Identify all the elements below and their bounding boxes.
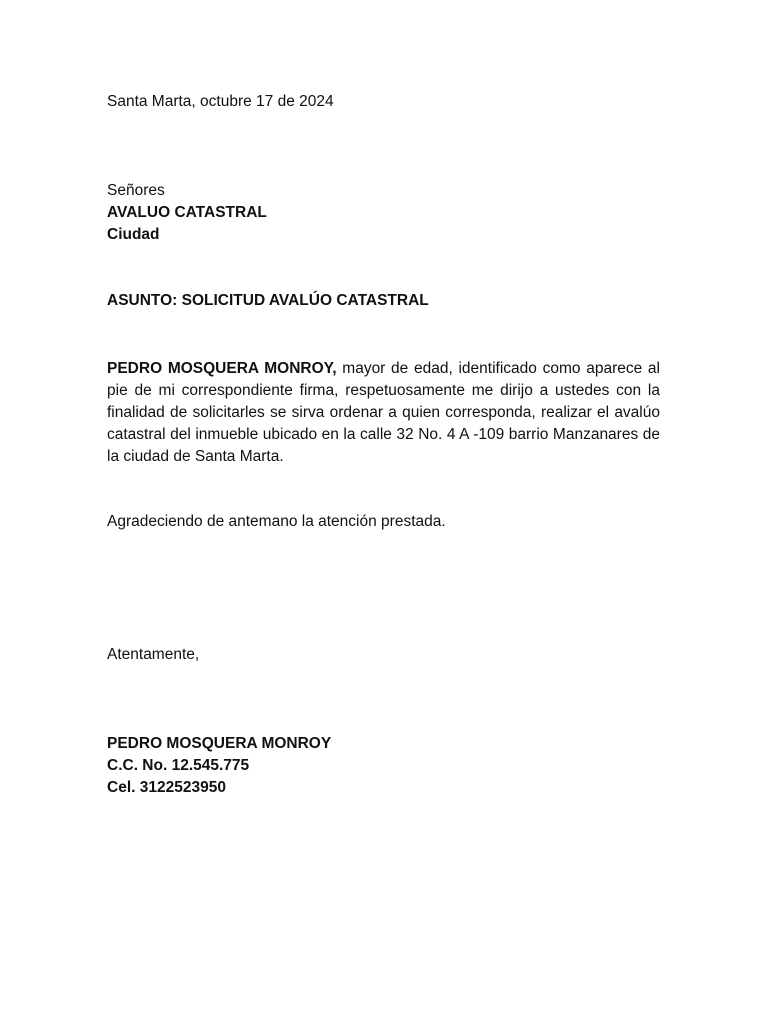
body-paragraph bbox=[107, 358, 660, 468]
recipient-organization: AVALUO CATASTRAL bbox=[107, 204, 267, 221]
signature-name: PEDRO MOSQUERA MONROY bbox=[107, 735, 332, 752]
recipient-salutation: Señores bbox=[107, 182, 165, 199]
thanks-line: Agradeciendo de antemano la atención prestada. bbox=[107, 513, 446, 530]
body-sender-name: PEDRO MOSQUERA MONROY, bbox=[107, 360, 337, 377]
signature-id: C.C. No. 12.545.775 bbox=[107, 757, 250, 774]
subject-line: ASUNTO: SOLICITUD AVALÚO CATASTRAL bbox=[107, 292, 429, 309]
closing-line: Atentamente, bbox=[107, 646, 200, 663]
recipient-city: Ciudad bbox=[107, 226, 160, 243]
signature-phone: Cel. 3122523950 bbox=[107, 779, 226, 796]
body-text: mayor de edad, identificado como aparece al pie de mi correspondiente firma, respetuosamente me dirijo a ustedes con la finalidad de solicitarles se sirva ordenar a quien corresponda, realizar el avalúo catastral del inmueble ubicado en la calle 32 No. 4 A -109 barrio Manzanares de la ciudad de Santa Marta. bbox=[107, 360, 660, 465]
place-date: Santa Marta, octubre 17 de 2024 bbox=[107, 93, 334, 110]
